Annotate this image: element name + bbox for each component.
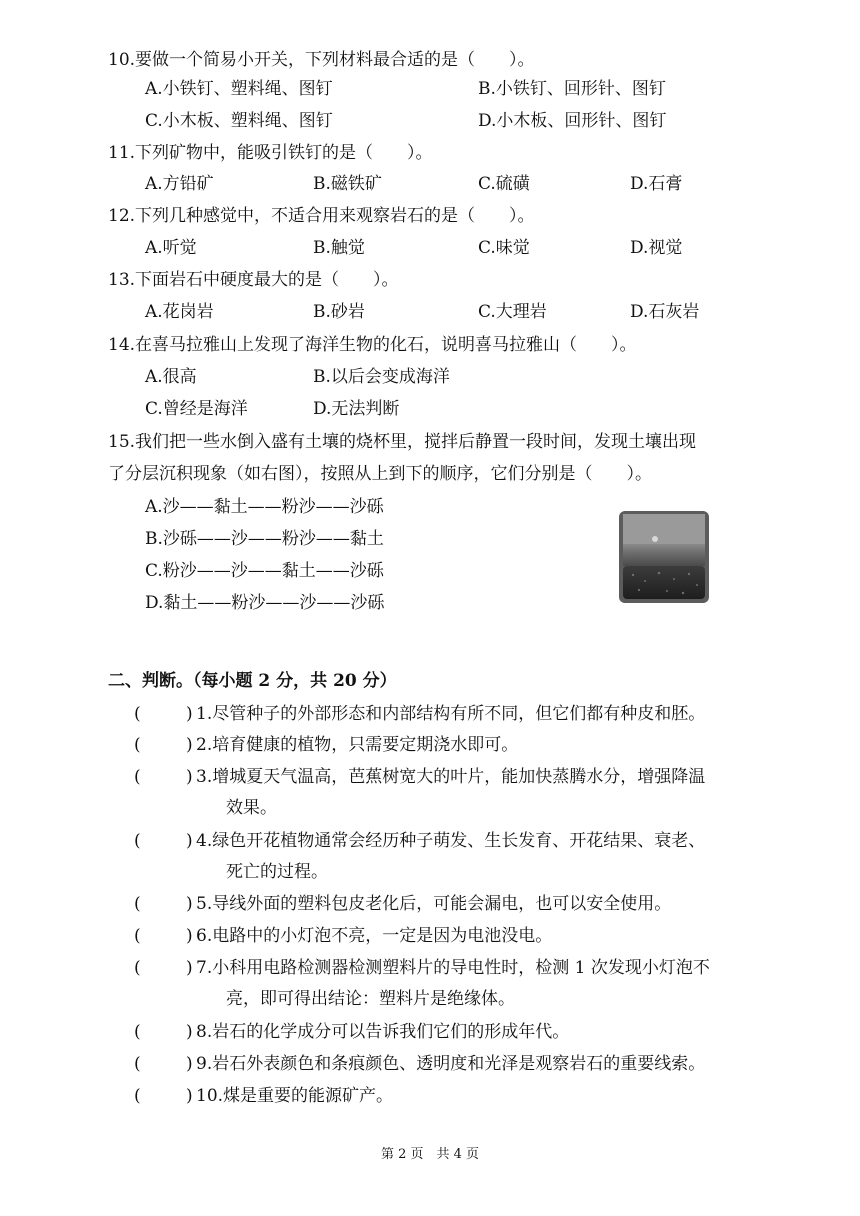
judge-item-text: 7.小科用电路检测器检测塑料片的导电性时，检测 1 次发现小灯泡不 [196, 958, 710, 978]
answer-paren-close: ) [186, 1022, 193, 1042]
question-11-option-c: C.硫磺 [478, 174, 530, 194]
answer-paren-open: ( [134, 831, 141, 851]
judge-item-7-continuation: 亮，即可得出结论：塑料片是绝缘体。 [226, 989, 515, 1009]
answer-paren-close: ) [186, 958, 193, 978]
question-11-option-a: A.方铅矿 [145, 174, 214, 194]
judge-item-text: 10.煤是重要的能源矿产。 [196, 1086, 394, 1106]
beaker-soil-layer [623, 566, 705, 599]
question-14-option-d: D.无法判断 [313, 399, 400, 419]
question-14-option-b: B.以后会变成海洋 [313, 367, 450, 387]
judge-item-3-continuation: 效果。 [226, 798, 277, 818]
answer-paren-open: ( [134, 926, 141, 946]
question-10-option-c: C.小木板、塑料绳、图钉 [145, 111, 333, 131]
beaker-reflection [652, 536, 658, 542]
question-11-option-b: B.磁铁矿 [313, 174, 382, 194]
question-15-option-c: C.粉沙——沙——黏土——沙砾 [145, 561, 384, 581]
question-15-stem-line-1: 15.我们把一些水倒入盛有土壤的烧杯里，搅拌后静置一段时间，发现土壤出现 [108, 432, 697, 452]
beaker-upper-glass [623, 514, 705, 544]
judge-item-text: 6.电路中的小灯泡不亮，一定是因为电池没电。 [196, 926, 553, 946]
question-12-option-d: D.视觉 [630, 238, 683, 258]
question-13-option-b: B.砂岩 [313, 302, 365, 322]
answer-paren-open: ( [134, 1054, 141, 1074]
answer-paren-close: ) [186, 1086, 193, 1106]
judge-item-4-continuation: 死亡的过程。 [226, 862, 328, 882]
beaker-water-layer [623, 544, 705, 566]
question-13-option-a: A.花岗岩 [145, 302, 214, 322]
question-14-option-c: C.曾经是海洋 [145, 399, 248, 419]
question-10-option-a: A.小铁钉、塑料绳、图钉 [145, 79, 333, 99]
question-15-option-a: A.沙——黏土——粉沙——沙砾 [145, 497, 384, 517]
question-13-option-d: D.石灰岩 [630, 302, 700, 322]
question-11-stem: 11.下列矿物中，能吸引铁钉的是（ ）。 [108, 143, 433, 163]
question-13-option-c: C.大理岩 [478, 302, 547, 322]
soil-beaker-photo [619, 511, 709, 603]
answer-paren-close: ) [186, 735, 193, 755]
question-10-stem: 10.要做一个简易小开关，下列材料最合适的是（ ）。 [108, 50, 535, 70]
judge-item-text: 2.培育健康的植物，只需要定期浇水即可。 [196, 735, 519, 755]
judge-item-text: 4.绿色开花植物通常会经历种子萌发、生长发育、开花结果、衰老、 [196, 831, 706, 851]
section-2-title: 二、判断。（每小题 2 分，共 20 分） [108, 671, 397, 691]
answer-paren-open: ( [134, 704, 141, 724]
question-15-option-b: B.沙砾——沙——粉沙——黏土 [145, 529, 384, 549]
answer-paren-open: ( [134, 958, 141, 978]
question-12-stem: 12.下列几种感觉中，不适合用来观察岩石的是（ ）。 [108, 206, 535, 226]
answer-paren-close: ) [186, 767, 193, 787]
question-11-option-d: D.石膏 [630, 174, 683, 194]
answer-paren-open: ( [134, 894, 141, 914]
answer-paren-close: ) [186, 1054, 193, 1074]
question-15-stem-line-2: 了分层沉积现象（如右图），按照从上到下的顺序，它们分别是（ ）。 [108, 464, 652, 484]
question-10-option-d: D.小木板、回形针、图钉 [478, 111, 667, 131]
answer-paren-open: ( [134, 1086, 141, 1106]
answer-paren-close: ) [186, 704, 193, 724]
answer-paren-open: ( [134, 767, 141, 787]
question-14-option-a: A.很高 [145, 367, 197, 387]
answer-paren-close: ) [186, 926, 193, 946]
question-14-stem: 14.在喜马拉雅山上发现了海洋生物的化石，说明喜马拉雅山（ ）。 [108, 335, 637, 355]
judge-item-text: 5.导线外面的塑料包皮老化后，可能会漏电，也可以安全使用。 [196, 894, 672, 914]
answer-paren-open: ( [134, 735, 141, 755]
answer-paren-close: ) [186, 831, 193, 851]
question-12-option-a: A.听觉 [145, 238, 197, 258]
question-12-option-b: B.触觉 [313, 238, 365, 258]
judge-item-text: 3.增城夏天气温高，芭蕉树宽大的叶片，能加快蒸腾水分，增强降温 [196, 767, 706, 787]
question-12-option-c: C.味觉 [478, 238, 530, 258]
page-footer: 第 2 页 共 4 页 [380, 1147, 480, 1162]
judge-item-text: 1.尽管种子的外部形态和内部结构有所不同，但它们都有种皮和胚。 [196, 704, 706, 724]
question-13-stem: 13.下面岩石中硬度最大的是（ ）。 [108, 270, 399, 290]
answer-paren-close: ) [186, 894, 193, 914]
judge-item-text: 9.岩石外表颜色和条痕颜色、透明度和光泽是观察岩石的重要线索。 [196, 1054, 706, 1074]
question-10-option-b: B.小铁钉、回形针、图钉 [478, 79, 666, 99]
question-15-option-d: D.黏土——粉沙——沙——沙砾 [145, 593, 385, 613]
answer-paren-open: ( [134, 1022, 141, 1042]
judge-item-text: 8.岩石的化学成分可以告诉我们它们的形成年代。 [196, 1022, 570, 1042]
